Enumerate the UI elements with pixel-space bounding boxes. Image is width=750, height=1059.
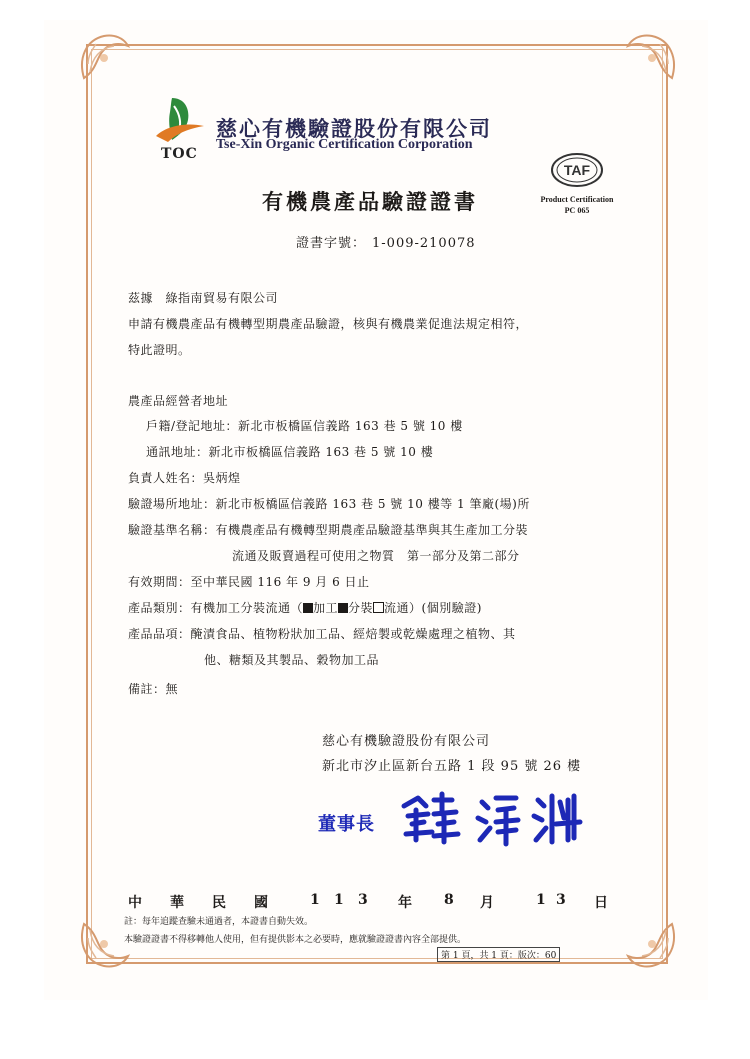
date-char: 中 — [128, 895, 142, 911]
remark: 備註：無 — [128, 682, 179, 696]
body-statement: 申請有機農產品有機轉型期農產品驗證，核與有機農業促進法規定相符， — [128, 317, 529, 331]
checkbox-empty-icon — [373, 602, 384, 613]
body-applicant: 茲據 綠指南貿易有限公司 — [128, 291, 279, 305]
category-processing: 加工 — [313, 601, 339, 615]
logo-text: TOC — [161, 146, 198, 162]
date-char: 3 — [556, 892, 566, 908]
standard-name-cont: 流通及販賣過程可使用之物質 第一部分及第二部分 — [232, 549, 520, 563]
date-char: 8 — [444, 892, 454, 908]
certificate-number-label: 證書字號： — [296, 236, 367, 251]
taf-caption — [528, 194, 626, 216]
body-closing: 特此證明。 — [128, 343, 191, 357]
chairman-label: 董事長 — [318, 814, 375, 835]
date-char: 1 — [334, 892, 344, 908]
corner-ornament-icon — [620, 28, 682, 90]
taf-caption-line1: Product Certification — [540, 195, 614, 204]
date-char: 國 — [254, 895, 268, 911]
certificate-number-value: 1-009-210078 — [372, 236, 476, 251]
taf-accreditation-mark-icon — [550, 152, 604, 188]
footnote-copy: 本驗證證書不得移轉他人使用，但有提供影本之必要時，應就驗證證書內容全部提供。 — [124, 935, 467, 945]
product-items-cont: 他、糖類及其製品、穀物加工品 — [204, 653, 380, 667]
section-operator-address: 農產品經營者地址 — [128, 394, 229, 408]
date-char: 月 — [480, 895, 494, 911]
corner-ornament-icon — [74, 28, 136, 90]
date-char: 華 — [170, 895, 184, 911]
household-address: 戶籍/登記地址：新北市板橋區信義路 163 巷 5 號 10 樓 — [146, 419, 463, 433]
category-distribution: 流通）(個別驗證) — [384, 601, 482, 615]
certificate-number — [296, 232, 476, 251]
checkbox-checked-icon — [338, 603, 348, 613]
chairman-signature-icon — [398, 788, 588, 848]
footnote-validity: 註：每年追蹤查驗未通過者，本證書自動失效。 — [124, 917, 314, 927]
taf-caption-line2: PC 065 — [564, 206, 590, 215]
issuer-name: 慈心有機驗證股份有限公司 — [322, 734, 491, 749]
date-char: 日 — [594, 895, 608, 911]
mailing-address: 通訊地址：新北市板橋區信義路 163 巷 5 號 10 樓 — [146, 445, 434, 459]
page-indicator: 第 1 頁，共 1 頁：版次：60 — [437, 947, 560, 962]
issuer-address: 新北市汐止區新台五路 1 段 95 號 26 樓 — [322, 759, 582, 774]
validity-period: 有效期間：至中華民國 116 年 9 月 6 日止 — [128, 575, 370, 589]
date-char: 年 — [398, 895, 412, 911]
category-packaging: 分裝 — [348, 601, 374, 615]
date-char: 1 — [536, 892, 546, 908]
company-name-zh: 慈心有機驗證股份有限公司 — [216, 116, 492, 141]
issue-date — [128, 892, 608, 912]
checkbox-checked-icon — [303, 603, 313, 613]
certificate-title: 有機農產品驗證證書 — [262, 189, 478, 214]
corner-ornament-icon — [620, 912, 682, 974]
responsible-person: 負責人姓名：吳炳煌 — [128, 471, 241, 485]
taf-mark-text: TAF — [563, 162, 591, 178]
date-char: 3 — [358, 892, 368, 908]
standard-name: 驗證基準名稱：有機農產品有機轉型期農產品驗證基準與其生產加工分裝 — [128, 523, 529, 537]
company-name-en: Tse-Xin Organic Certification Corporation — [216, 137, 473, 152]
date-char: 1 — [310, 892, 320, 908]
site-address: 驗證場所地址：新北市板橋區信義路 163 巷 5 號 10 樓等 1 筆廠(場)所 — [128, 497, 530, 511]
product-category — [128, 599, 482, 616]
product-items: 產品品項：醃漬食品、植物粉狀加工品、經焙製或乾燥處理之植物、其 — [128, 627, 516, 641]
category-prefix: 產品類別：有機加工分裝流通（ — [128, 601, 304, 615]
date-char: 民 — [212, 895, 226, 911]
